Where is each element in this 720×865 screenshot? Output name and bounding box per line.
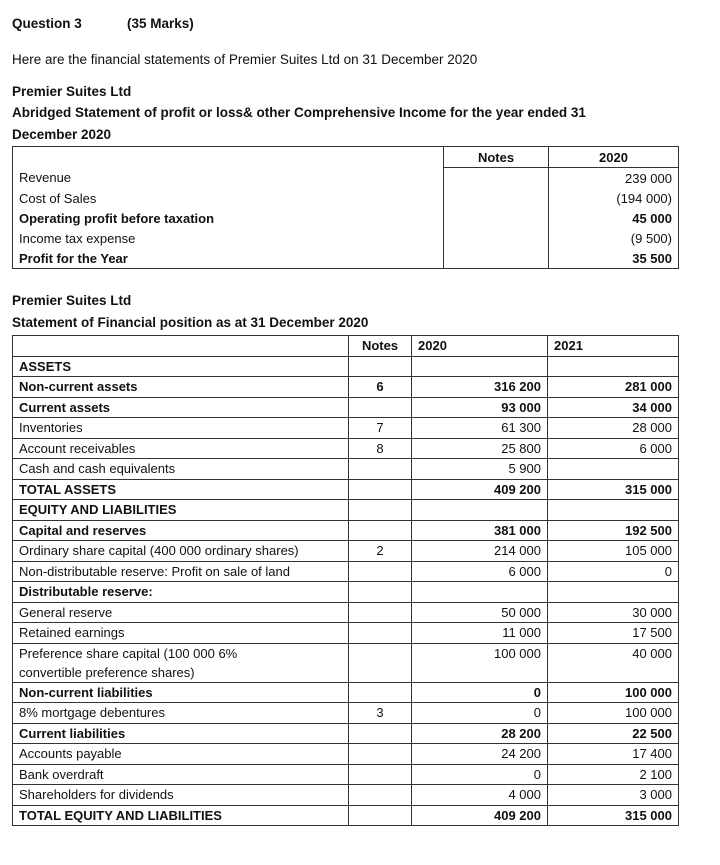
row-label — [13, 623, 349, 644]
income-statement-company: Premier Suites Ltd — [12, 84, 132, 99]
table-row — [13, 764, 679, 785]
row-value: 35 500 — [632, 250, 672, 266]
row-value-2020 — [412, 500, 548, 521]
row-notes — [349, 723, 412, 744]
row-label-text: ASSETS — [19, 358, 72, 374]
row-value-2021: 3 000 — [548, 785, 679, 806]
table-row — [13, 459, 679, 480]
question-intro: Here are the financial statements of Premier Suites Ltd on 31 December 2020 — [12, 52, 478, 67]
row-value-2020: 0 — [412, 764, 548, 785]
row-notes — [349, 561, 412, 582]
table-row — [13, 623, 679, 644]
table-row — [13, 168, 679, 189]
table-row — [13, 188, 679, 208]
row-label-text: EQUITY AND LIABILITIES — [19, 502, 177, 518]
financial-position-table — [12, 335, 679, 826]
row-label-text: Accounts payable — [19, 746, 122, 762]
table-row — [13, 541, 679, 562]
row-value-2020: 316 200 — [412, 377, 548, 398]
row-notes — [349, 520, 412, 541]
row-label — [13, 500, 349, 521]
row-notes — [349, 805, 412, 826]
row-value-2021: 40 000 — [548, 643, 679, 682]
row-notes: 6 — [349, 377, 412, 398]
row-value-2020: 28 200 — [412, 723, 548, 744]
row-label — [13, 397, 349, 418]
row-label-text: Capital and reserves — [19, 522, 147, 538]
row-label — [13, 582, 349, 603]
row-notes — [444, 228, 549, 248]
row-label — [13, 643, 349, 682]
row-label-text: TOTAL EQUITY AND LIABILITIES — [19, 807, 222, 823]
table-row — [13, 248, 679, 269]
header-label — [13, 147, 444, 168]
header-2020: 2020 — [412, 336, 548, 357]
table-row — [13, 582, 679, 603]
row-notes — [349, 643, 412, 682]
table-row — [13, 228, 679, 248]
row-label — [13, 703, 349, 724]
row-value-2021: 6 000 — [548, 438, 679, 459]
row-label-text: Inventories — [19, 420, 83, 436]
question-marks: (35 Marks) — [127, 16, 194, 31]
table-row — [13, 682, 679, 703]
row-value-2021: 2 100 — [548, 764, 679, 785]
header-notes: Notes — [349, 336, 412, 357]
row-value-2020: 24 200 — [412, 744, 548, 765]
row-label — [13, 438, 349, 459]
row-notes: 7 — [349, 418, 412, 439]
row-value-2020 — [412, 356, 548, 377]
row-value-2021 — [548, 356, 679, 377]
row-label-text: Bank overdraft — [19, 766, 104, 782]
row-label — [13, 356, 349, 377]
header-2021: 2021 — [548, 336, 679, 357]
table-row — [13, 500, 679, 521]
row-label-text: 8% mortgage debentures — [19, 705, 165, 721]
row-notes — [349, 744, 412, 765]
row-value-2021: 17 400 — [548, 744, 679, 765]
table-row — [13, 805, 679, 826]
row-notes: 3 — [349, 703, 412, 724]
row-label — [13, 764, 349, 785]
row-label — [13, 785, 349, 806]
row-notes — [444, 188, 549, 208]
table-row — [13, 397, 679, 418]
income-statement-title-cont: December 2020 — [12, 127, 112, 142]
table-row — [13, 208, 679, 228]
table-row — [13, 723, 679, 744]
table-header-row — [13, 147, 679, 168]
row-value-2021 — [548, 500, 679, 521]
row-value-2020: 214 000 — [412, 541, 548, 562]
row-value-2021: 315 000 — [548, 479, 679, 500]
row-value-2020: 50 000 — [412, 602, 548, 623]
row-value-2020: 25 800 — [412, 438, 548, 459]
row-label: Profit for the Year — [13, 248, 444, 269]
row-label — [13, 459, 349, 480]
table-row — [13, 377, 679, 398]
row-value-2021: 105 000 — [548, 541, 679, 562]
row-label-text: General reserve — [19, 604, 113, 620]
row-notes: 2 — [349, 541, 412, 562]
table-header-row — [13, 336, 679, 357]
row-notes — [444, 248, 549, 269]
row-label-text: Non-distributable reserve: Profit on sale of land — [19, 563, 290, 579]
row-value-2021: 100 000 — [548, 703, 679, 724]
row-value-2020: 5 900 — [412, 459, 548, 480]
row-label-text: Non-current liabilities — [19, 684, 153, 700]
row-notes: 8 — [349, 438, 412, 459]
row-value-2020: 0 — [412, 682, 548, 703]
row-label-text: TOTAL ASSETS — [19, 481, 117, 497]
table-row — [13, 643, 679, 682]
row-value-2021: 0 — [548, 561, 679, 582]
row-value-2021 — [548, 459, 679, 480]
row-value-2020: 4 000 — [412, 785, 548, 806]
row-value: 45 000 — [632, 210, 672, 226]
row-label — [13, 479, 349, 500]
row-value: (9 500) — [630, 230, 672, 246]
row-value-2020: 93 000 — [412, 397, 548, 418]
row-label: Revenue — [13, 168, 444, 189]
table-row — [13, 520, 679, 541]
row-value-2021: 22 500 — [548, 723, 679, 744]
row-value-2021: 192 500 — [548, 520, 679, 541]
row-label — [13, 541, 349, 562]
row-value: 239 000 — [625, 170, 672, 186]
row-value-2020: 0 — [412, 703, 548, 724]
income-statement-title: Abridged Statement of profit or loss& other Comprehensive Income for the year ended 31 — [12, 105, 586, 120]
row-notes — [349, 682, 412, 703]
row-label-text: Shareholders for dividends — [19, 787, 174, 803]
row-notes — [444, 208, 549, 228]
row-label: Cost of Sales — [13, 188, 444, 208]
table-row — [13, 418, 679, 439]
row-value-2020: 11 000 — [412, 623, 548, 644]
row-label: Operating profit before taxation — [13, 208, 444, 228]
row-label — [13, 520, 349, 541]
header-year: 2020 — [549, 147, 679, 168]
row-notes — [349, 785, 412, 806]
row-value-2021: 34 000 — [548, 397, 679, 418]
row-notes — [349, 356, 412, 377]
row-notes — [349, 764, 412, 785]
row-notes — [349, 602, 412, 623]
table-row — [13, 703, 679, 724]
row-notes — [349, 397, 412, 418]
row-label — [13, 805, 349, 826]
row-label-text: Cash and cash equivalents — [19, 461, 176, 477]
row-value-2021: 315 000 — [548, 805, 679, 826]
row-value-2021: 17 500 — [548, 623, 679, 644]
row-notes — [349, 582, 412, 603]
row-label-text: Non-current assets — [19, 379, 138, 395]
row-notes — [349, 459, 412, 480]
row-label — [13, 602, 349, 623]
row-label-text: Distributable reserve: — [19, 584, 153, 600]
row-label-text: Account receivables — [19, 440, 136, 456]
row-notes — [349, 500, 412, 521]
row-label — [13, 744, 349, 765]
table-row — [13, 438, 679, 459]
row-label-text: Ordinary share capital (400 000 ordinary shares) — [19, 543, 299, 559]
table-row — [13, 744, 679, 765]
question-title: Question 3 — [12, 16, 82, 31]
row-label-text: Retained earnings — [19, 625, 125, 641]
row-value-2021: 100 000 — [548, 682, 679, 703]
row-value-2020: 61 300 — [412, 418, 548, 439]
row-value-2021: 28 000 — [548, 418, 679, 439]
row-notes — [349, 623, 412, 644]
row-value-2021: 281 000 — [548, 377, 679, 398]
financial-position-title: Statement of Financial position as at 31 December 2020 — [12, 315, 369, 330]
table-row — [13, 561, 679, 582]
table-row — [13, 602, 679, 623]
row-label-text: Current assets — [19, 399, 111, 415]
row-label — [13, 377, 349, 398]
row-label-text: Preference share capital (100 000 6% — [19, 645, 238, 661]
header-notes: Notes — [444, 147, 549, 168]
row-value-2021: 30 000 — [548, 602, 679, 623]
row-value-2020: 6 000 — [412, 561, 548, 582]
row-label-text-cont: convertible preference shares) — [19, 664, 195, 680]
income-statement-table — [12, 146, 679, 269]
row-label — [13, 418, 349, 439]
row-value-2020: 409 200 — [412, 805, 548, 826]
row-value-2021 — [548, 582, 679, 603]
table-row — [13, 785, 679, 806]
row-value-2020 — [412, 582, 548, 603]
row-label-text: Current liabilities — [19, 725, 126, 741]
table-row — [13, 356, 679, 377]
header-label — [13, 336, 349, 357]
row-label — [13, 723, 349, 744]
row-value-2020: 381 000 — [412, 520, 548, 541]
row-label — [13, 561, 349, 582]
row-notes — [349, 479, 412, 500]
row-notes — [444, 168, 549, 189]
row-label: Income tax expense — [13, 228, 444, 248]
row-value-2020: 409 200 — [412, 479, 548, 500]
row-value: (194 000) — [616, 190, 672, 206]
financial-position-company: Premier Suites Ltd — [12, 293, 132, 308]
table-row — [13, 479, 679, 500]
row-label — [13, 682, 349, 703]
row-value-2020: 100 000 — [412, 643, 548, 682]
